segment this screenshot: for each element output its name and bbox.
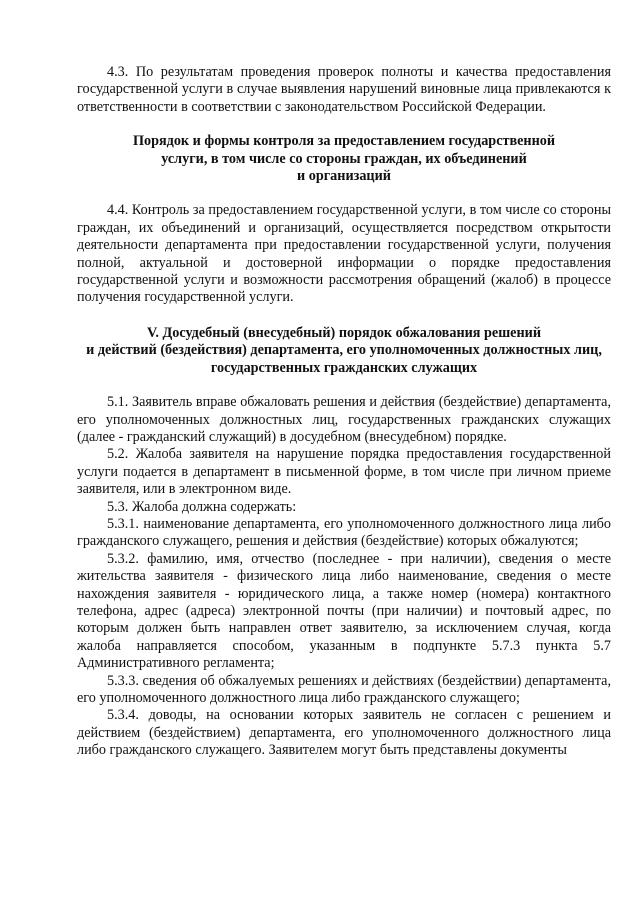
paragraph-5-3-1: 5.3.1. наименование департамента, его уполномоченного должностного лица либо гражданского служащего, решения и действия (бездействие) которых обжалуются; [77,515,611,550]
heading-control-line-1: Порядок и формы контроля за предоставлением государственной [132,133,556,150]
document-page [77,64,611,760]
paragraph-4-3: 4.3. По результатам проведения проверок полноты и качества предоставления государственной услуги в случае выявления нарушений виновные лица привлекаются к ответственности в соответствии с законодательством Российской Федерации. [77,64,611,115]
paragraph-5-3: 5.3. Жалоба должна содержать: [107,498,297,515]
paragraph-5-3-4: 5.3.4. доводы, на основании которых заявитель не согласен с решением и действием (бездействием) департамента, его уполномоченного должностного лица либо гражданского служащего. Заявителем могут быть представлены документы [77,707,611,759]
heading-control-line-3: и организаций [297,168,391,185]
heading-section-5 [77,325,611,377]
paragraph-5-3-3: 5.3.3. сведения об обжалуемых решениях и действиях (бездействии) департамента, его уполномоченного должностного лица либо гражданского служащего; [77,672,611,706]
paragraph-5-3-2: 5.3.2. фамилию, имя, отчество (последнее - при наличии), сведения о месте жительства заявителя - физического лица либо наименование, сведения о месте нахождения заявителя - юридического лица, а также номер (номера) контактного телефона, адрес (адреса) электронной почты (при наличии) и почтовый адрес, по которым должен быть направлен ответ заявителю, за исключением случая, когда жалоба направляется способом, указанным в подпункте 5.7.3 пункта 5.7 Административного регламента; [77,550,611,672]
heading-section-5-line-3: государственных гражданских служащих [210,359,478,376]
paragraph-5-2: 5.2. Жалоба заявителя на нарушение порядка предоставления государственной услуги подается в департамент в письменной форме, в том числе при личном приеме заявителя, или в электронном виде. [77,446,611,498]
paragraph-4-4: 4.4. Контроль за предоставлением государственной услуги, в том числе со стороны граждан, их объединений и организаций, осуществляется посредством открытости деятельности департамента при предоставлении государственной услуги, получения полной, актуальной и достоверной информации о порядке предоставления государственной услуги и возможности рассмотрения обращений (жалоб) в процессе получения государственной услуги. [77,202,611,306]
heading-section-5-line-2: и действий (бездействия) департамента, его уполномоченных должностных лиц, [86,342,602,359]
heading-control-line-2: услуги, в том числе со стороны граждан, их объединений [161,150,527,167]
heading-control-forms [77,133,611,185]
paragraph-5-1: 5.1. Заявитель вправе обжаловать решения и действия (бездействие) департамента, его уполномоченных должностных лиц, государственных гражданских служащих (далее - гражданский служащий) в досудебном (внесудебном) порядке. [77,394,611,445]
heading-section-5-line-1: V. Досудебный (внесудебный) порядок обжалования решений [147,324,541,341]
